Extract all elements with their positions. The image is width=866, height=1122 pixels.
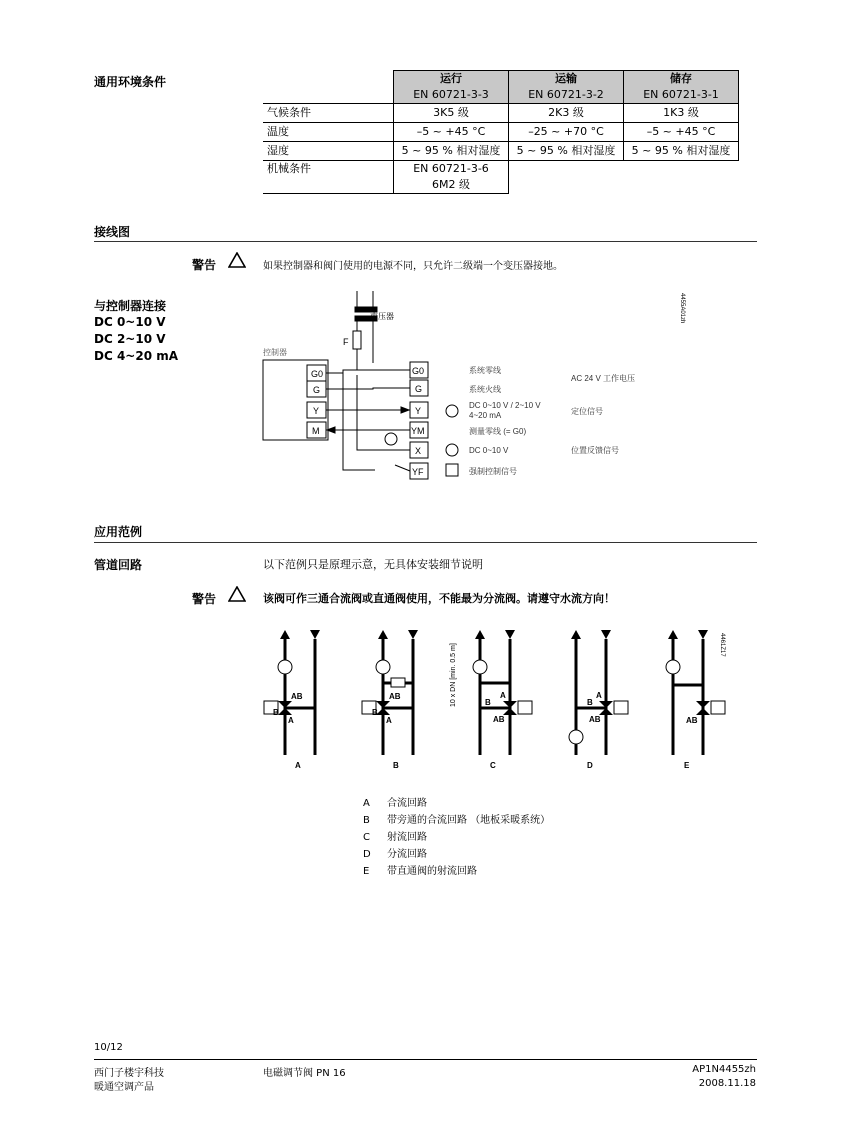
dimension-label: 10 x DN [min. 0.5 m] xyxy=(450,643,457,707)
wiring-rule xyxy=(94,241,757,242)
wiring-code: 4455A01zh xyxy=(679,293,685,324)
footer-date: 2008.11.18 xyxy=(698,1078,756,1089)
transformer-label: 变压器 xyxy=(370,312,394,321)
app-heading: 应用范例 xyxy=(94,525,143,539)
scheme-label-a: A xyxy=(295,761,301,770)
env-row-climate: 气候条件 3K5 级 2K3 级 1K3 级 xyxy=(263,104,739,123)
desc-x: DC 0~10 V xyxy=(469,446,509,455)
wiring-diagram xyxy=(255,285,695,490)
legend-item-b: B 带旁通的合流回路 （地板采暖系统） xyxy=(363,815,551,826)
piping-diagram xyxy=(255,625,735,775)
valve-terminal-yf: YF xyxy=(412,467,424,477)
scheme-label-c: C xyxy=(490,761,496,770)
svg-text:A: A xyxy=(288,716,294,725)
env-table xyxy=(263,70,739,194)
wiring-warning-text: 如果控制器和阀门使用的电源不同，只允许二级端一个变压器接地。 xyxy=(263,261,563,272)
warning-triangle-icon xyxy=(228,586,246,602)
desc-g: 系统火线 xyxy=(469,385,501,394)
dc-line-1: DC 0~10 V xyxy=(94,315,166,329)
desc-g0: 系统零线 xyxy=(469,366,501,375)
desc-ym: 测量零线 (= G0) xyxy=(469,427,527,436)
env-mech-value: EN 60721-3-6 6M2 级 xyxy=(394,161,509,194)
footer-company-1: 西门子楼宇科技 xyxy=(94,1068,164,1079)
legend-item-a: A 合流回路 xyxy=(363,798,427,809)
svg-text:B: B xyxy=(372,708,378,717)
svg-text:AB: AB xyxy=(589,715,601,724)
fuse-label: F xyxy=(343,337,349,347)
legend-item-c: C 射流回路 xyxy=(363,832,427,843)
env-col-transport: 运输 EN 60721-3-2 xyxy=(509,71,624,104)
ctrl-terminal-g: G xyxy=(313,385,321,395)
app-rule xyxy=(94,542,757,543)
env-row-mechanical: 机械条件 EN 60721-3-6 6M2 级 xyxy=(263,161,739,194)
dc-line-3: DC 4~20 mA xyxy=(94,349,179,363)
controller-label: 控制器 xyxy=(263,348,287,357)
warning-triangle-icon xyxy=(228,252,246,268)
desc-yf: 强制控制信号 xyxy=(469,467,517,476)
svg-text:AB: AB xyxy=(493,715,505,724)
svg-text:B: B xyxy=(587,698,593,707)
valve-terminal-x: X xyxy=(415,446,422,456)
valve-terminal-g0: G0 xyxy=(412,366,425,376)
svg-text:AB: AB xyxy=(389,692,401,701)
desc-y1: DC 0~10 V / 2~10 V xyxy=(469,401,541,410)
env-col-storage: 储存 EN 60721-3-1 xyxy=(624,71,739,104)
page-number: 10/12 xyxy=(94,1042,123,1053)
footer-rule xyxy=(94,1059,757,1060)
svg-text:A: A xyxy=(386,716,392,725)
app-warning-label: 警告 xyxy=(192,592,217,606)
legend-item-e: E 带直通阀的射流回路 xyxy=(363,866,477,877)
valve-terminal-g: G xyxy=(415,384,423,394)
svg-text:B: B xyxy=(485,698,491,707)
ctrl-terminal-m: M xyxy=(312,426,320,436)
scheme-label-b: B xyxy=(393,761,399,770)
scheme-label-d: D xyxy=(587,761,593,770)
footer-product: 电磁调节阀 PN 16 xyxy=(263,1068,346,1079)
desc-y2: 4~20 mA xyxy=(469,411,502,420)
ctrl-terminal-g0: G0 xyxy=(311,369,324,379)
env-heading: 通用环境条件 xyxy=(94,75,167,89)
app-note: 以下范例只是原理示意，无具体安装细节说明 xyxy=(263,558,483,571)
ctrl-terminal-y: Y xyxy=(313,406,320,416)
env-col-operation: 运行 EN 60721-3-3 xyxy=(394,71,509,104)
valve-terminal-y: Y xyxy=(415,406,422,416)
footer-doc-number: AP1N4455zh xyxy=(692,1064,756,1075)
svg-text:B: B xyxy=(273,708,279,717)
svg-text:AB: AB xyxy=(686,716,698,725)
valve-terminal-ym: YM xyxy=(411,426,425,436)
svg-text:AB: AB xyxy=(291,692,303,701)
dc-line-2: DC 2~10 V xyxy=(94,332,166,346)
desc-ac: AC 24 V 工作电压 xyxy=(571,374,636,383)
scheme-label-e: E xyxy=(684,761,690,770)
app-warning-text: 该阀可作三通合流阀或直通阀使用，不能最为分流阀。请遵守水流方向！ xyxy=(263,592,615,605)
piping-code: 4461Z17 xyxy=(719,633,725,657)
footer-company-2: 暖通空调产品 xyxy=(94,1082,154,1093)
legend-item-d: D 分流回路 xyxy=(363,849,427,860)
wiring-heading: 接线图 xyxy=(94,225,131,239)
wiring-warning-label: 警告 xyxy=(192,258,217,272)
svg-text:A: A xyxy=(500,691,506,700)
env-row-humidity: 湿度 5 ~ 95 % 相对湿度 5 ~ 95 % 相对湿度 5 ~ 95 % 相对湿度 xyxy=(263,142,739,161)
desc-pos-signal: 定位信号 xyxy=(571,407,603,416)
svg-text:A: A xyxy=(596,691,602,700)
env-header-row xyxy=(263,71,739,104)
piping-heading: 管道回路 xyxy=(94,558,143,572)
desc-feedback-signal: 位置反馈信号 xyxy=(571,446,619,455)
env-row-temperature: 温度 –5 ~ +45 °C –25 ~ +70 °C –5 ~ +45 °C xyxy=(263,123,739,142)
controller-connection-heading: 与控制器连接 xyxy=(94,299,167,313)
